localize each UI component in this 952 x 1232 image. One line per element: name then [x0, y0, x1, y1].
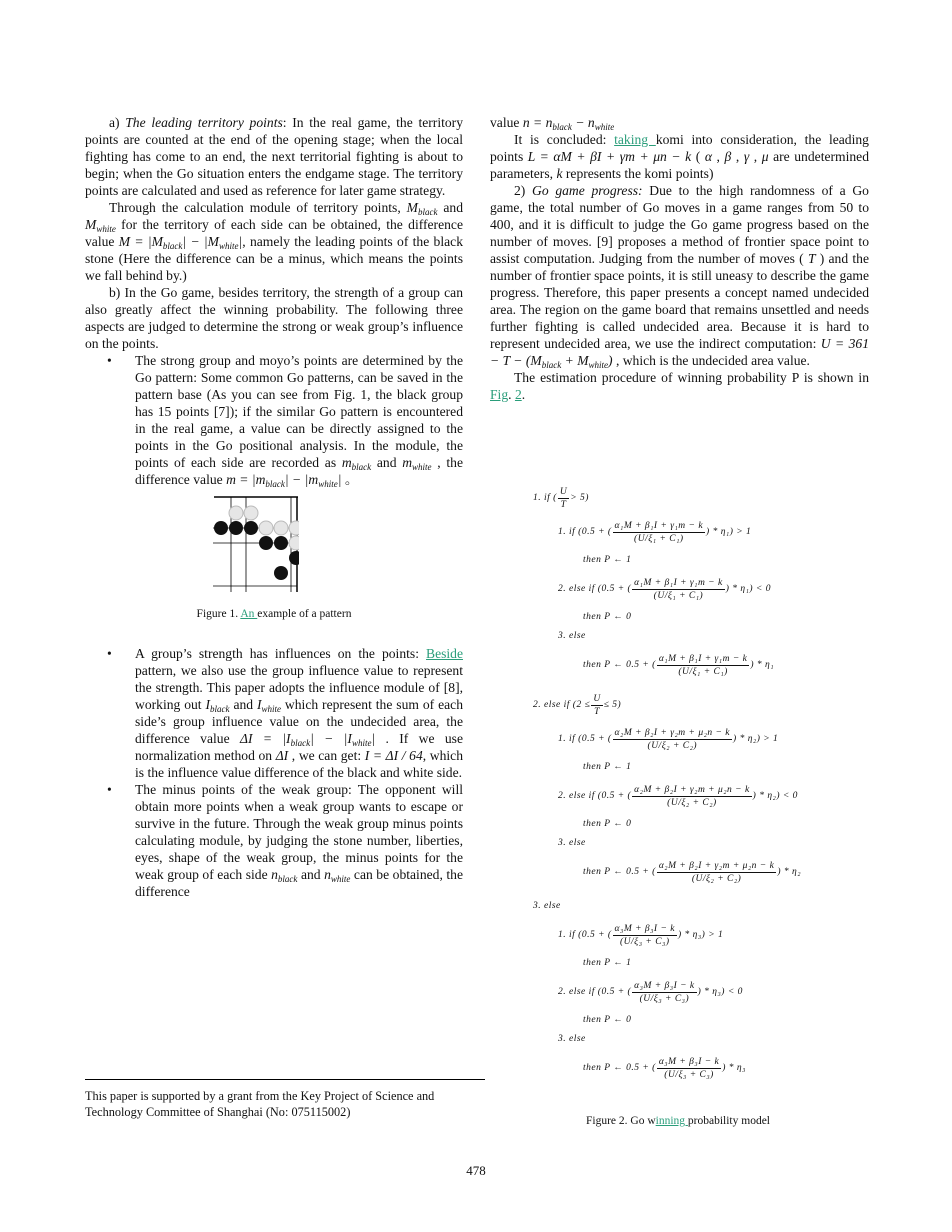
inline-link[interactable]: Beside [426, 646, 463, 661]
algorithm-line [533, 815, 863, 834]
numerator: α₁M + β₁I + γ₁m − k [634, 577, 723, 588]
math: | − |M [182, 234, 219, 249]
algorithm-text: then P ← 0.5 + ( [583, 866, 656, 877]
denominator: (U/ξ₂ + C₂) [647, 740, 698, 751]
white-stone [289, 536, 299, 550]
math: I = ΔI / 64 [364, 748, 423, 763]
denominator: (U/ξ₃ + C₃) [639, 993, 690, 1004]
algorithm-text: 3. else [533, 901, 561, 911]
paragraph: b) In the Go game, besides territory, the strength of a group can also greatly affect the winning probability. The following three aspects are judged to determine the strong or weak group’s influence on the points. [85, 285, 463, 351]
math: $I_{black}$ [205, 697, 230, 714]
fraction [657, 1056, 721, 1081]
algorithm-text: then P ← 0.5 + ( [583, 1062, 656, 1073]
paragraph: • A group’s strength has influences on the points: Beside pattern, we also use the group influence value to represent the strength. This paper adopts the influence module of [8], working out $I_{black}$ and $I_{white}$ which represent the sum of each side’s group influence value on the undecided area, the difference value $\Delta I = |I_{black}| - |I_{white}|$ . If we use normalization method on ΔI , we can get: I = ΔI / 64, which is the influence value difference of the black and white side. [85, 645, 463, 781]
algorithm-text: then P ← 0.5 + ( [583, 659, 656, 670]
figure1-caption [85, 606, 463, 623]
caption-link[interactable]: inning [655, 1115, 688, 1127]
fraction [657, 653, 750, 678]
numerator: α₂M + β₂I + γ₂m + μ₂n − k [614, 727, 731, 738]
algorithm-line [533, 627, 863, 646]
paragraph: • The strong group and moyo’s points are determined by the Go pattern: Some common Go patterns, can be saved in the pattern base (As you can see from Fig. 1, the black group has 15 points [7]); if the similar Go pattern is encountered in the real game, a value can be directly assigned to the points in the Go positional analysis. In the module, the points of each side are recorded as $m_{black}$ and $m_{white}$ , the difference value $m = |m_{black}| - |m_{white}|$ 。 [85, 352, 463, 488]
algorithm-text: then P ← 1 [583, 958, 632, 968]
algorithm-text: then P ← 1 [583, 762, 632, 772]
algorithm-text: 3. else [558, 631, 586, 641]
denominator: T [594, 706, 600, 717]
paragraph: 2) Go game progress: Due to the high randomness of a Go game, the total number of Go moves in a game ranges from 50 to 400, and it is difficult to judge the Go game progress based on the number of moves. [9] proposes a method of frontier space point to assist computation. Judging from the number of moves ( T ) and the number of frontier space points, it is still uneasy to describe the game progress. Therefore, this paper presents a concept named undecided area. The region on the game board that remains unsettled and needs further fighting is called undecided area. Because it is hard to represent undecided area, we use the indirect computation: $U = 361 - T - (M_{black} + M_{white})$ , which is the undecided area value. [490, 183, 869, 370]
paragraph: • The minus points of the weak group: The opponent will obtain more points when a weak group wants to escape or survive in the future. Through the weak group minus points calculating module, by judging the stone number, liberties, eyes, shape of the weak group, the minus points for the weak group of each side $n_{black}$ and $n_{white}$ can be obtained, the difference [85, 781, 463, 900]
math: white [588, 360, 609, 370]
paragraph: The estimation procedure of winning probability P is shown in Fig. 2. [490, 370, 869, 402]
white-stone [244, 506, 258, 520]
math: black [552, 122, 572, 132]
math: $M_{white}$ [85, 217, 116, 234]
math: | [337, 472, 342, 487]
go-pattern-figure [213, 496, 299, 592]
algorithm-text: 2. else if (2 ≤ [533, 699, 591, 710]
math: $m_{white}$ [402, 455, 432, 472]
fraction [558, 486, 569, 511]
algorithm-text: then P ← 1 [583, 555, 632, 565]
denominator: (U/ξ₂ + C₂) [667, 797, 717, 808]
math: black [290, 738, 311, 748]
algorithm-text: ) * η₁) < 0 [725, 583, 771, 594]
numerator: α₁M + β₁I + γ₁m − k [658, 653, 748, 664]
figure2-caption [493, 1113, 863, 1130]
paragraph: It is concluded: taking komi into consideration, the leading points L = αM + βI + γm + μn − k ( α , β , γ , μ are undetermined parameters, k represents the komi points) [490, 132, 870, 181]
math: − n [571, 115, 595, 130]
page-number: 478 [466, 1163, 486, 1178]
math: white [351, 738, 372, 748]
math: ΔI [275, 748, 289, 763]
algorithm-line [533, 1030, 863, 1049]
paragraph: a) The leading territory points: In the real game, the territory points are counted at the end of the opening stage; when the local fighting has come to an end, the next territorial fighting is about to begin; when the Go situation enters the endgame stage. The territory points are calculated and used as reference for later game strategy. [85, 115, 463, 198]
numerator: α₂M + β₂I + γ₂m + μ₂n − k [658, 860, 775, 871]
numerator: α₃M + β₃I − k [634, 980, 695, 991]
numerator: α₃M + β₃I − k [614, 923, 675, 934]
fraction [613, 923, 677, 948]
algorithm-text: 3. else [558, 1034, 586, 1044]
algorithm-line [533, 690, 863, 720]
math: L = αM + βI + γm + μn − k [527, 149, 692, 164]
winning-probability-algorithm [533, 483, 863, 1130]
algorithm-text: > 5) [570, 492, 589, 503]
algorithm-line [533, 513, 863, 551]
algorithm-line [533, 570, 863, 608]
math: β [724, 149, 732, 164]
math: black [541, 360, 562, 370]
denominator: (U/ξ₁ + C₁) [634, 533, 684, 544]
caption-text: Figure 2. Go w [586, 1115, 656, 1127]
caption-text: Figure 1. [196, 608, 241, 620]
math: U = 361 − T − (M [490, 336, 869, 368]
math: $n_{black}$ [271, 867, 298, 884]
right-column [490, 114, 869, 403]
algorithm-line [533, 973, 863, 1011]
math: m = |m [226, 472, 266, 487]
math: α [704, 149, 712, 164]
white-stone [289, 521, 299, 535]
black-stone [259, 536, 273, 550]
math: black [265, 479, 285, 489]
numerator: U [559, 486, 568, 497]
math: black [162, 241, 183, 251]
algorithm-text: 2. else if (0.5 + ( [558, 790, 632, 801]
math: $m_{black}$ [341, 455, 372, 472]
algorithm-line [533, 720, 863, 758]
algorithm-line [533, 853, 863, 891]
denominator: (U/ξ₁ + C₁) [678, 666, 728, 677]
paragraph: value $n = n_{black} - n_{white}$ [490, 115, 615, 132]
algorithm-text: 1. if (0.5 + ( [558, 526, 612, 537]
math: + M [561, 353, 589, 368]
italic-text: The leading territory points [125, 115, 283, 130]
math: M = |M [118, 234, 163, 249]
math: | − |m [284, 472, 319, 487]
algorithm-text: ) * η₂) > 1 [733, 733, 779, 744]
algorithm-line [533, 954, 863, 973]
caption-text: example of a pattern [257, 608, 352, 620]
algorithm-line [533, 916, 863, 954]
fraction [657, 860, 777, 885]
algorithm-text: ≤ 5) [603, 699, 622, 710]
algorithm-line [533, 483, 863, 513]
math: n = n [522, 115, 553, 130]
math: $I_{white}$ [256, 697, 282, 714]
algorithm-text: 2. else if (0.5 + ( [558, 583, 632, 594]
paragraph: Through the calculation module of territory points, $M_{black}$ and $M_{white}$ for the territory of each side can be obtained, the difference value $M = |M_{black}| - |M_{white}|$, namely the leading points of the black stone (Here the difference can be a minus, which means the points we fall behind by.) [85, 200, 463, 283]
left-paragraphs [85, 114, 463, 488]
numerator: α₂M + β₂I + γ₂m + μ₂n − k [634, 784, 750, 795]
algorithm-text: ) * η₃ [722, 1062, 746, 1073]
algorithm-text: ) * η₁ [750, 659, 775, 670]
fraction [613, 520, 706, 545]
black-stone [274, 536, 288, 550]
math: | − |I [310, 731, 352, 746]
black-stone [244, 521, 258, 535]
algorithm-line [533, 646, 863, 684]
fraction [632, 577, 725, 602]
black-stone [289, 551, 299, 565]
math: k [556, 166, 563, 181]
math: white [594, 122, 615, 132]
algorithm-line [533, 834, 863, 853]
algorithm-text: then P ← 0 [583, 1015, 632, 1025]
algorithm-line [533, 777, 863, 815]
algorithm-text: ) * η₁) > 1 [706, 526, 752, 537]
algorithm-text: 1. if (0.5 + ( [558, 733, 612, 744]
algorithm-text: ) * η₂ [777, 866, 801, 877]
algorithm-text: 3. else [558, 838, 586, 848]
fraction [613, 727, 733, 752]
left-paragraphs-2 [85, 645, 463, 900]
numerator: α₃M + β₃I − k [658, 1056, 720, 1067]
algorithm-text: then P ← 0 [583, 819, 632, 829]
math: white [219, 241, 239, 251]
white-stone [259, 521, 273, 535]
black-stone [274, 566, 288, 580]
algorithm-text: ) * η₃) > 1 [677, 929, 724, 940]
denominator: (U/ξ₁ + C₁) [653, 590, 704, 601]
algorithm-text: 2. else if (0.5 + ( [558, 986, 632, 997]
algorithm-line [533, 897, 863, 916]
algorithm-text: 1. if ( [533, 492, 557, 503]
math: μ [761, 149, 769, 164]
inline-link[interactable]: taking [614, 132, 656, 147]
italic-text: Go game progress: [532, 183, 643, 198]
math: | [238, 234, 243, 249]
caption-link[interactable]: An [240, 608, 258, 620]
inline-link[interactable]: Fig [490, 387, 509, 402]
denominator: (U/ξ₂ + C₂) [691, 873, 742, 884]
algorithm-text: then P ← 0 [583, 612, 632, 622]
black-stone [229, 521, 243, 535]
inline-link[interactable]: 2 [514, 387, 522, 402]
algorithm-text: ) * η₂) < 0 [752, 790, 798, 801]
math: $M_{black}$ [406, 200, 438, 217]
caption-text: probability model [687, 1115, 770, 1127]
algorithm-text: 1. if (0.5 + ( [558, 929, 612, 940]
math: | [371, 731, 376, 746]
math: γ [743, 149, 750, 164]
fraction [591, 693, 602, 718]
algorithm-line [533, 608, 863, 627]
footnote: This paper is supported by a grant from the Key Project of Science and Technology Committee of Shanghai (No: 075115002) [85, 1079, 485, 1120]
denominator: T [560, 499, 567, 510]
fraction [632, 980, 696, 1005]
right-paragraphs [490, 114, 869, 403]
fraction [632, 784, 752, 809]
algorithm-line [533, 551, 863, 570]
math: ΔI = |I [239, 731, 291, 746]
algorithm-text: ) * η₃) < 0 [697, 986, 743, 997]
algorithm-line [533, 758, 863, 777]
white-stone [229, 506, 243, 520]
left-column [85, 114, 463, 900]
math: white [318, 479, 338, 489]
white-stone [274, 521, 288, 535]
math: $n_{white}$ [324, 867, 351, 884]
math: ) [608, 353, 613, 368]
black-stone [214, 521, 228, 535]
algorithm-line [533, 1049, 863, 1087]
algorithm-line [533, 1011, 863, 1030]
math: T [807, 251, 816, 266]
denominator: (U/ξ₃ + C₃) [664, 1069, 714, 1080]
denominator: (U/ξ₃ + C₃) [620, 936, 670, 947]
numerator: α₁M + β₁I + γ₁m − k [614, 520, 704, 531]
numerator: U [593, 693, 601, 704]
